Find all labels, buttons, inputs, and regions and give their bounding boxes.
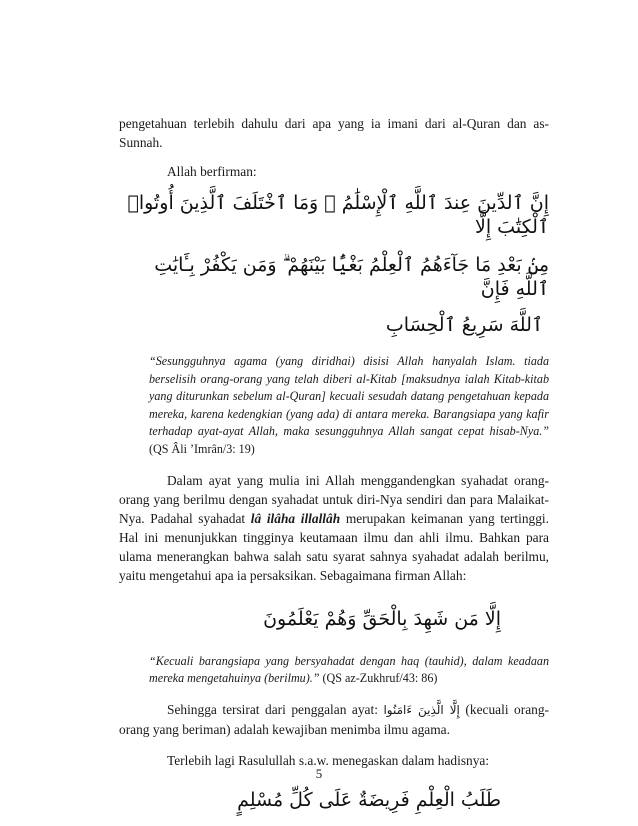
quote-reference: (QS Âli ’Imrân/3: 19) [149,441,255,456]
page-number: 5 [315,766,323,781]
verse-line-2: مِنۢ بَعْدِ مَا جَآءَهُمُ ٱلْعِلْمُ بَغْيًۢا بَيْنَهُمْ ۗ وَمَن يَكْفُرْ بِـَٔايَٰتِ ٱللَّهِ فَإِنَّ [154,254,549,300]
paragraph-text-cont: (kecuali orang-orang yang beriman) adalah kewajiban menimba ilmu agama. [119,701,549,737]
verse-line-1: إِنَّ ٱلدِّينَ عِندَ ٱللَّهِ ٱلْإِسْلَٰمُ ۗ وَمَا ٱخْتَلَفَ ٱلَّذِينَ أُوتُوا۟ ٱلْكِتَٰبَ إِلَّا [127,192,549,238]
quote-text: “Kecuali barangsiapa yang bersyahadat dengan haq (tauhid), dalam keadaan mereka mengetahuinya (berilmu).” [149,653,549,686]
translation-quote-1 [149,353,549,459]
page-content [119,114,549,812]
paragraph-intro: pengetahuan terlebih dahulu dari apa yang ia imani dari al-Quran dan as-Sunnah. [119,116,549,150]
paragraph-syahadat [119,471,549,585]
paragraph-text: Sehingga tersirat dari penggalan ayat: [167,701,384,717]
emphasis-text: lâ ilâha illallâh [250,510,341,526]
quran-verse-ali-imran [119,191,549,337]
paragraph-text-cont: merupakan keimanan yang tertinggi. Hal ini menunjukkan tingginya keutamaan ilmu dan ahli ilmu. Bahkan para ulama menerangkan bahwa salah satu syarat sahnya syahadat adalah berilmu, yaitu mengetahui apa ia persaksikan. Sebagaimana firman Allah: [119,510,549,583]
paragraph-text: Dalam ayat yang mulia ini Allah menggandengkan syahadat orang-orang yang berilmu dengan syahadat untuk diri-Nya sendiri dan para Malaikat-Nya. Padahal syahadat [119,472,549,526]
quote-reference: (QS az-Zukhruf/43: 86) [322,671,438,686]
quote-text: “Sesungguhnya agama (yang diridhai) disisi Allah hanyalah Islam. tiada berselisih orang-orang yang telah diberi al-Kitab [maksudnya ialah Kitab-kitab yang diturunkan sebelum al-Quran] kecuali sesudah datang pengetahuan kepada mereka, karena kedengkian (yang ada) di antara mereka. Barangsiapa yang kafir terhadap ayat-ayat Allah, maka sesungguhnya Allah sangat cepat hisab-Nya.” [149,354,549,439]
hadith-arabic: طَلَبُ الْعِلْمِ فَرِيضَةٌ عَلَى كُلِّ مُسْلِمٍ [237,788,501,811]
quran-verse-zukhruf: إِلَّا مَن شَهِدَ بِالْحَقِّ وَهُمْ يَعْلَمُونَ [263,607,501,630]
inline-arabic: إِلَّا الَّذِينَ ءَامَنُوا [383,702,460,717]
paragraph-tersirat [119,700,549,739]
translation-quote-2 [149,653,549,688]
paragraph-allah-berfirman: Allah berfirman: [167,164,257,179]
verse-line-3: ٱللَّهَ سَرِيعُ ٱلْحِسَابِ [385,314,543,336]
paragraph-rasulullah: Terlebih lagi Rasulullah s.a.w. menegaskan dalam hadisnya: [167,752,490,768]
